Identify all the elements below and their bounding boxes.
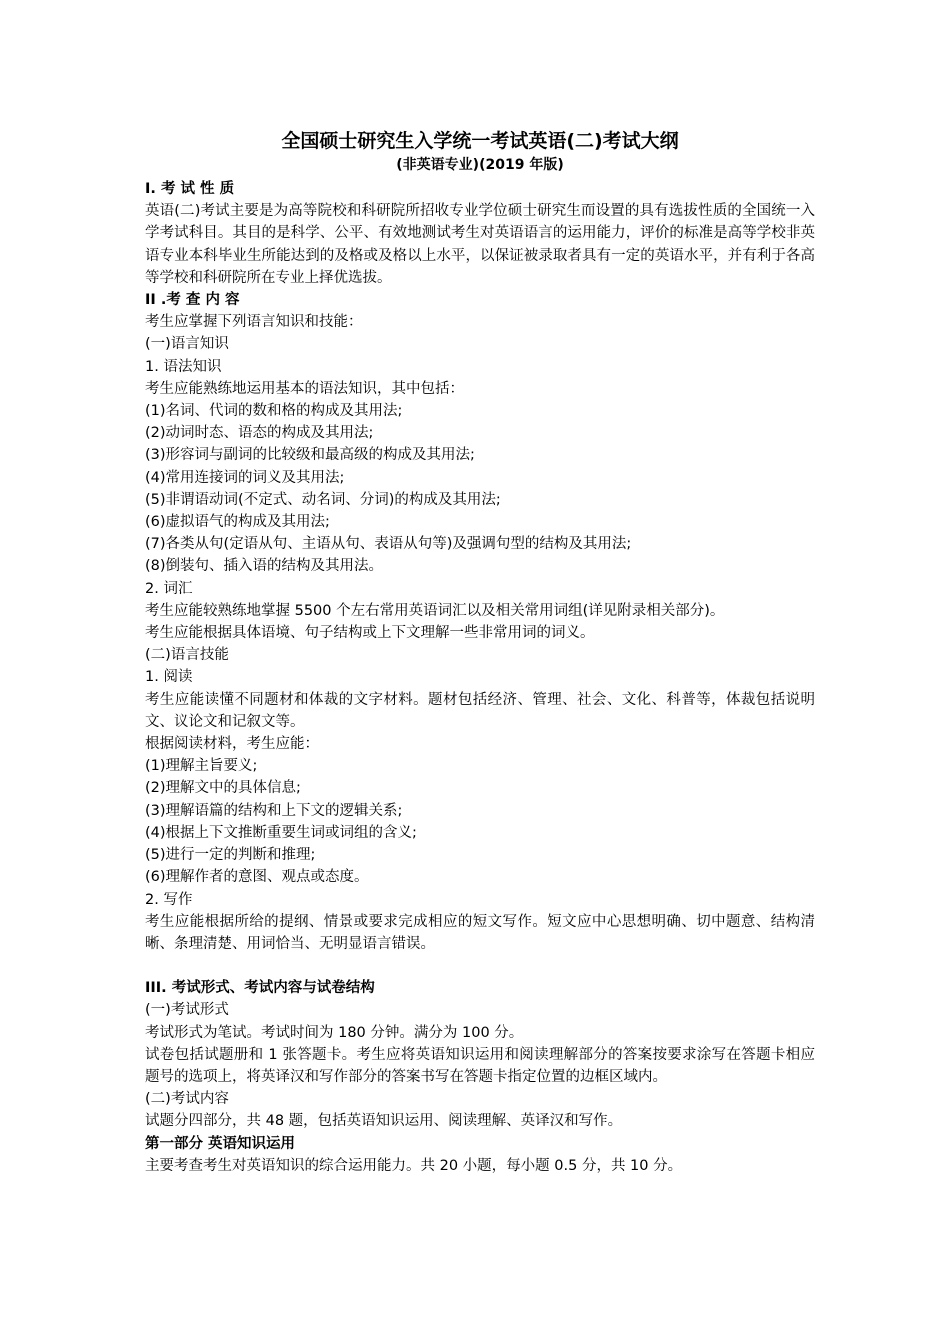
document-page [145,128,815,1177]
reading-body: 考生应能读懂不同题材和体裁的文字材料。题材包括经济、管理、社会、文化、科普等，体裁包括说明文、议论文和记叙文等。 [145,691,815,730]
grammar-item: (7)各类从句(定语从句、主语从句、表语从句等)及强调句型的结构及其用法; [145,536,632,553]
grammar-item: (2)动词时态、语态的构成及其用法; [145,425,374,442]
vocabulary-line: 考生应能根据具体语境、句子结构或上下文理解一些非常用词的词义。 [145,625,595,642]
grammar-item: (5)非谓语动词(不定式、动名词、分词)的构成及其用法; [145,491,501,508]
exam-content-title: (二)考试内容 [145,1091,229,1108]
grammar-item: (6)虚拟语气的构成及其用法; [145,514,330,531]
section-2-heading: II .考 查 内 容 [145,292,240,309]
grammar-intro: 考生应能熟练地运用基本的语法知识，其中包括： [145,380,464,397]
reading-item: (4)根据上下文推断重要生词或词组的含义; [145,824,417,841]
reading-item: (1)理解主旨要义; [145,758,258,775]
exam-content-line: 试题分四部分，共 48 题，包括英语知识运用、阅读理解、英译汉和写作。 [145,1113,623,1130]
language-skills-title: (二)语言技能 [145,647,229,664]
grammar-title: 1. 语法知识 [145,358,222,375]
exam-form-body: 试卷包括试题册和 1 张答题卡。考生应将英语知识运用和阅读理解部分的答案按要求涂写在答题卡相应题号的选项上，将英译汉和写作部分的答案书写在答题卡指定位置的边框区域内。 [145,1046,815,1085]
section-1-body: 英语(二)考试主要是为高等院校和科研院所招收专业学位硕士研究生而设置的具有选拔性质的全国统一入学考试科目。其目的是科学、公平、有效地测试考生对英语语言的运用能力，评价的标准是高等学校非英语专业本科毕业生所能达到的及格或及格以上水平，以保证被录取者具有一定的英语水平，并有利于各高等学校和科研院所在专业上择优选拔。 [145,203,815,286]
writing-title: 2. 写作 [145,891,193,908]
grammar-item: (4)常用连接词的词义及其用法; [145,469,345,486]
reading-item: (3)理解语篇的结构和上下文的逻辑关系; [145,802,403,819]
title-block [145,128,815,176]
exam-form-line: 考试形式为笔试。考试时间为 180 分钟。满分为 100 分。 [145,1024,524,1041]
document-subtitle: (非英语专业)(2019 年版) [396,157,564,173]
grammar-item: (3)形容词与副词的比较级和最高级的构成及其用法; [145,447,475,464]
reading-item: (6)理解作者的意图、观点或态度。 [145,869,369,886]
grammar-item: (8)倒装句、插入语的结构及其用法。 [145,558,384,575]
exam-form-title: (一)考试形式 [145,1002,229,1019]
language-knowledge-title: (一)语言知识 [145,336,229,353]
section-1-heading: I. 考 试 性 质 [145,181,235,197]
grammar-item: (1)名词、代词的数和格的构成及其用法; [145,403,403,420]
vocabulary-title: 2. 词汇 [145,580,193,597]
part-1-body: 主要考查考生对英语知识的综合运用能力。共 20 小题，每小题 0.5 分，共 10 分。 [145,1157,683,1174]
part-1-heading: 第一部分 英语知识运用 [145,1135,296,1152]
section-spacer [145,955,815,977]
document-title: 全国硕士研究生入学统一考试英语(二)考试大纲 [281,130,679,152]
reading-item: (2)理解文中的具体信息; [145,780,301,797]
section-2-intro: 考生应掌握下列语言知识和技能： [145,314,363,331]
reading-intro: 根据阅读材料，考生应能： [145,736,319,753]
vocabulary-line: 考生应能较熟练地掌握 5500 个左右常用英语词汇以及相关常用词组(详见附录相关部分)。 [145,602,725,619]
reading-title: 1. 阅读 [145,669,193,686]
writing-body: 考生应能根据所给的提纲、情景或要求完成相应的短文写作。短文应中心思想明确、切中题意、结构清晰、条理清楚、用词恰当、无明显语言错误。 [145,913,815,952]
section-3-heading: III. 考试形式、考试内容与试卷结构 [145,980,375,997]
reading-item: (5)进行一定的判断和推理; [145,847,316,864]
